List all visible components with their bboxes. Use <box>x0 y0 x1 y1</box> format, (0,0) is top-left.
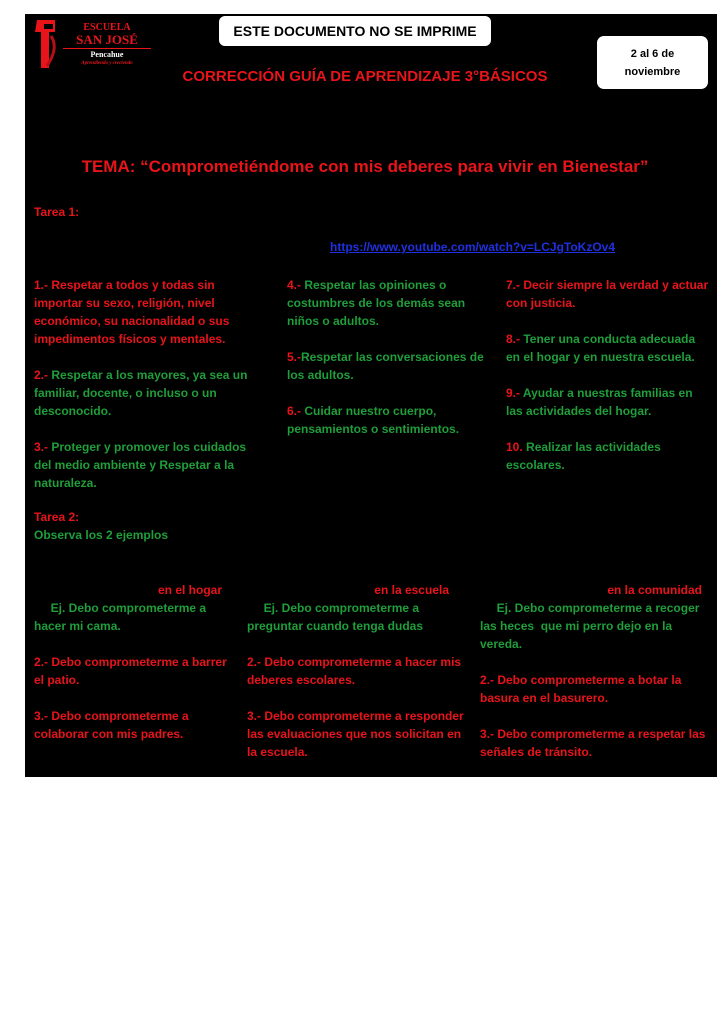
task-1-item: 2.- Respetar a los mayores, ya sea un familiar, docente, o incluso o un desconocido. <box>34 368 248 418</box>
task-1-column-3 <box>506 276 712 492</box>
logo-line-2: SAN JOSÉ <box>76 32 138 47</box>
commitment-item: 3.- Debo comprometerme a responder las evaluaciones que nos solicitan en la escuela. <box>247 709 464 759</box>
logo-line-3: Pencahue <box>90 50 124 59</box>
example-item: Ej. Debo comprometerme a hacer mi cama. <box>34 601 210 633</box>
example-column-school <box>247 581 469 779</box>
task-1-item: 1.- Respetar a todos y todas sin importar su sexo, religión, nivel económico, su nacionalidad o sus impedimentos físicos y mentales. <box>34 278 230 346</box>
document-page <box>25 14 717 777</box>
column-header: en la escuela <box>374 583 449 597</box>
task-1-column-2 <box>287 276 497 456</box>
guide-title: CORRECCIÓN GUÍA DE APRENDIZAJE 3°BÁSICOS <box>182 68 548 85</box>
task-1-item: 3.- Proteger y promover los cuidados del medio ambiente y Respetar a la naturaleza. <box>34 440 247 490</box>
task-2-label: Tarea 2: <box>34 510 80 524</box>
task-1-item: 10. Realizar las actividades escolares. <box>506 440 661 472</box>
task-1-item: 9.- Ayudar a nuestras familias en las actividades del hogar. <box>506 386 693 418</box>
date-line-2: noviembre <box>624 65 681 78</box>
column-header: en el hogar <box>157 583 222 597</box>
task-1-item: 6.- Cuidar nuestro cuerpo, pensamientos o sentimientos. <box>287 404 460 436</box>
task-1-column-1 <box>34 276 262 510</box>
theme-heading: TEMA: “Comprometiéndome con mis deberes para vivir en Bienestar” <box>81 157 649 176</box>
task-1-item: 7.- Decir siempre la verdad y actuar con justicia. <box>506 278 709 310</box>
task-1-label: Tarea 1: <box>34 205 80 219</box>
video-link[interactable]: https://www.youtube.com/watch?v=LCJgToKzOv4 <box>330 240 616 254</box>
no-print-notice: ESTE DOCUMENTO NO SE IMPRIME <box>219 16 491 46</box>
task-1-item: 4.- Respetar las opiniones o costumbres de los demás sean niños o adultos. <box>287 278 466 328</box>
task-2-instruction: Observa los 2 ejemplos <box>34 528 169 542</box>
commitment-item: 3.- Debo comprometerme a respetar las señales de tránsito. <box>480 727 706 759</box>
task-1-item: 5.-Respetar las conversaciones de los adultos. <box>287 350 484 382</box>
date-box <box>597 36 708 89</box>
example-column-home <box>34 581 234 761</box>
commitment-item: 2.- Debo comprometerme a botar la basura en el basurero. <box>480 673 682 705</box>
column-header: en la comunidad <box>607 583 702 597</box>
date-line-1: 2 al 6 de <box>630 47 675 60</box>
commitment-item: 3.- Debo comprometerme a colaborar con mis padres. <box>34 709 189 741</box>
school-emblem-icon <box>33 18 59 72</box>
task-1-item: 8.- Tener una conducta adecuada en el hogar y en nuestra escuela. <box>506 332 696 364</box>
logo-line-1: ESCUELA <box>83 22 131 33</box>
example-item: Ej. Debo comprometerme a preguntar cuando tenga dudas <box>247 601 424 633</box>
commitment-item: 2.- Debo comprometerme a barrer el patio. <box>34 655 227 687</box>
commitment-item: 2.- Debo comprometerme a hacer mis deberes escolares. <box>247 655 462 687</box>
example-item: Ej. Debo comprometerme a recoger las heces que mi perro dejo en la vereda. <box>480 601 703 651</box>
example-column-community <box>480 581 710 779</box>
logo-line-4: Aprendiendo y creciendo <box>81 61 133 66</box>
